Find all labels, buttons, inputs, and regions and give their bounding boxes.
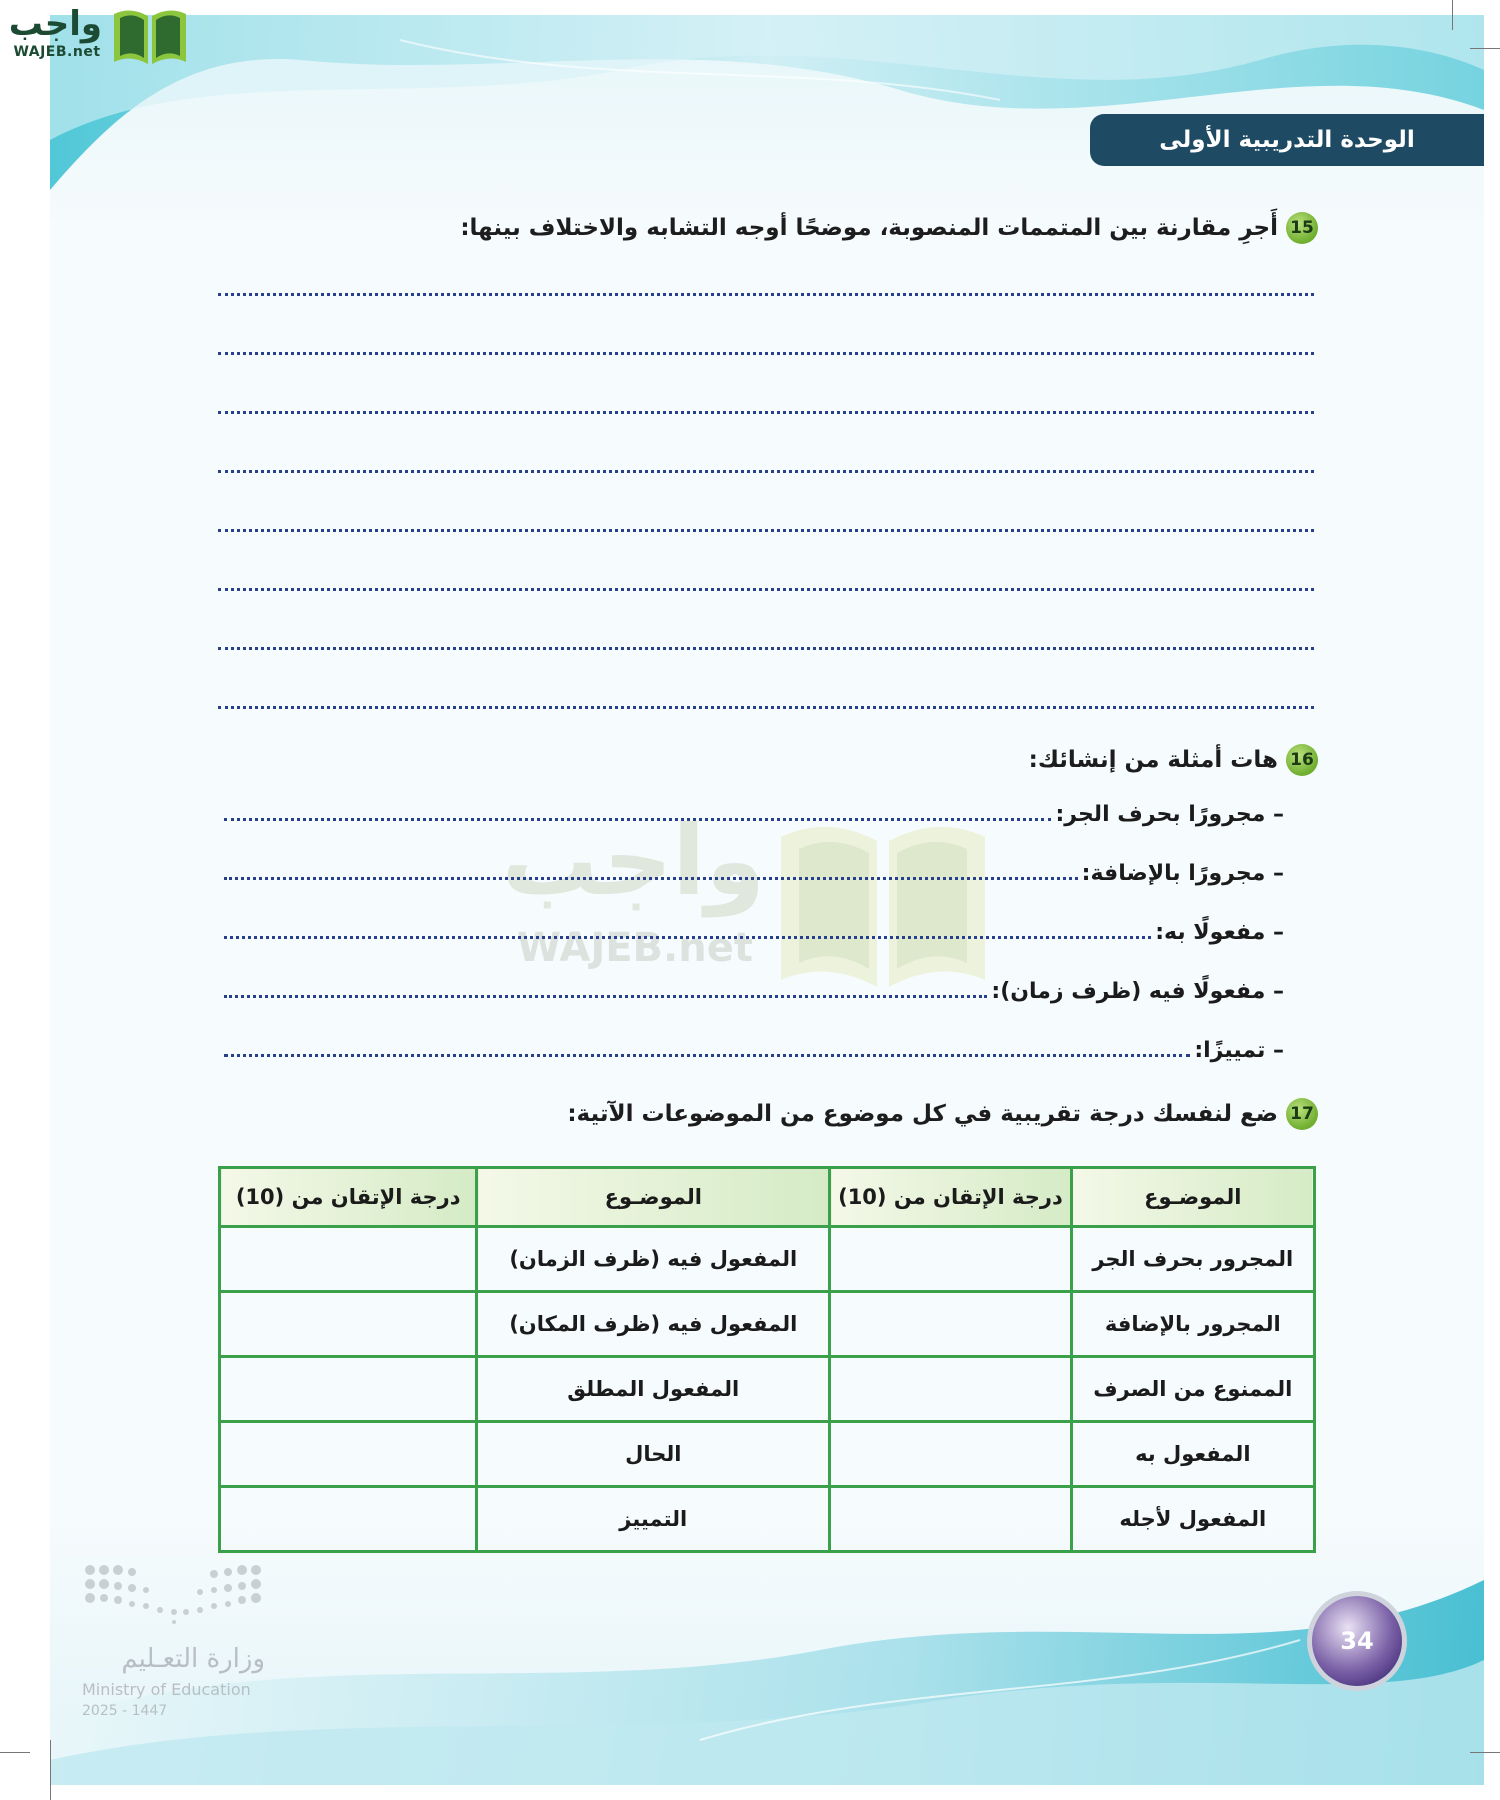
crop-mark [0,1752,30,1753]
ministry-english: Ministry of Education [82,1680,251,1699]
answer-line[interactable] [218,588,1314,591]
example-item [224,802,1284,827]
topic-cell: المفعول لأجله [1071,1487,1314,1552]
ministry-arabic: وزارة التعـليم [121,1644,265,1674]
table-row [220,1357,1315,1422]
page-number: 34 [1340,1627,1374,1655]
question-number-badge: 17 [1286,1098,1318,1130]
question-number-badge: 15 [1286,212,1318,244]
score-cell[interactable] [220,1487,477,1552]
table-header-row [220,1168,1315,1227]
topic-cell: الحال [477,1422,830,1487]
answer-line[interactable] [224,1054,1190,1057]
example-label: – مجرورًا بالإضافة: [1081,861,1284,886]
question-17 [567,1098,1318,1130]
topic-cell: التمييز [477,1487,830,1552]
answer-line[interactable] [218,647,1314,650]
wajeb-logo[interactable] [8,4,192,68]
score-cell[interactable] [830,1227,1071,1292]
example-label: – مفعولًا به: [1155,920,1284,945]
logo-arabic-text: واجب [8,4,102,44]
header-score: درجة الإتقان من (10) [220,1168,477,1227]
crop-mark [1452,0,1453,30]
score-cell[interactable] [830,1292,1071,1357]
header-topic: الموضـوع [477,1168,830,1227]
question-text: هات أمثلة من إنشائك: [1028,747,1278,773]
unit-title-banner [1090,114,1484,166]
question-16 [1029,744,1318,776]
page-number-badge [1312,1596,1402,1686]
answer-line[interactable] [224,936,1151,939]
unit-title: الوحدة التدريبية الأولى [1159,127,1415,153]
question-text: ضع لنفسك درجة تقريبية في كل موضوع من الموضوعات الآتية: [567,1101,1278,1127]
header-score: درجة الإتقان من (10) [830,1168,1071,1227]
watermark-latin: WAJEB.net [517,925,753,971]
logo-latin-text: WAJEB.net [13,44,101,60]
crop-mark [1470,48,1500,49]
answer-line[interactable] [218,411,1314,414]
answer-line[interactable] [218,706,1314,709]
topic-cell: الممنوع من الصرف [1071,1357,1314,1422]
wajeb-watermark [501,805,1005,990]
answer-line[interactable] [218,529,1314,532]
example-item [224,861,1284,886]
ministry-logo [80,1560,280,1730]
table-row [220,1227,1315,1292]
table-row [220,1422,1315,1487]
score-cell[interactable] [220,1357,477,1422]
score-cell[interactable] [830,1422,1071,1487]
crop-mark [1470,1752,1500,1753]
question-text: أَجرِ مقارنة بين المتممات المنصوبة، موضحًا أوجه التشابه والاختلاف بينها: [460,215,1278,241]
answer-line[interactable] [224,818,1051,821]
topic-cell: المفعول به [1071,1422,1314,1487]
answer-line[interactable] [224,995,987,998]
crop-mark [50,1740,51,1800]
example-label: – مجرورًا بحرف الجر: [1055,802,1284,827]
score-cell[interactable] [830,1357,1071,1422]
answer-line[interactable] [218,470,1314,473]
topic-cell: المجرور بالإضافة [1071,1292,1314,1357]
book-icon [110,6,190,66]
score-cell[interactable] [830,1487,1071,1552]
answer-line[interactable] [224,877,1078,880]
example-item [224,920,1284,945]
watermark-arabic: واجب [501,805,765,917]
table-row [220,1292,1315,1357]
question-number-badge: 16 [1286,744,1318,776]
table-row [220,1487,1315,1552]
score-cell[interactable] [220,1422,477,1487]
ministry-year: 2025 - 1447 [82,1703,168,1719]
question-15 [460,212,1318,244]
mastery-table [218,1166,1316,1553]
example-label: – تمييزًا: [1194,1038,1284,1063]
answer-line[interactable] [218,352,1314,355]
example-label: – مفعولًا فيه (ظرف زمان): [991,979,1284,1004]
watermark-book-icon [773,815,993,990]
topic-cell: المجرور بحرف الجر [1071,1227,1314,1292]
topic-cell: المفعول فيه (ظرف الزمان) [477,1227,830,1292]
example-item [224,1038,1284,1063]
ministry-dots-icon [80,1560,270,1630]
topic-cell: المفعول فيه (ظرف المكان) [477,1292,830,1357]
answer-line[interactable] [218,293,1314,296]
score-cell[interactable] [220,1292,477,1357]
example-item [224,979,1284,1004]
header-topic: الموضـوع [1071,1168,1314,1227]
score-cell[interactable] [220,1227,477,1292]
topic-cell: المفعول المطلق [477,1357,830,1422]
